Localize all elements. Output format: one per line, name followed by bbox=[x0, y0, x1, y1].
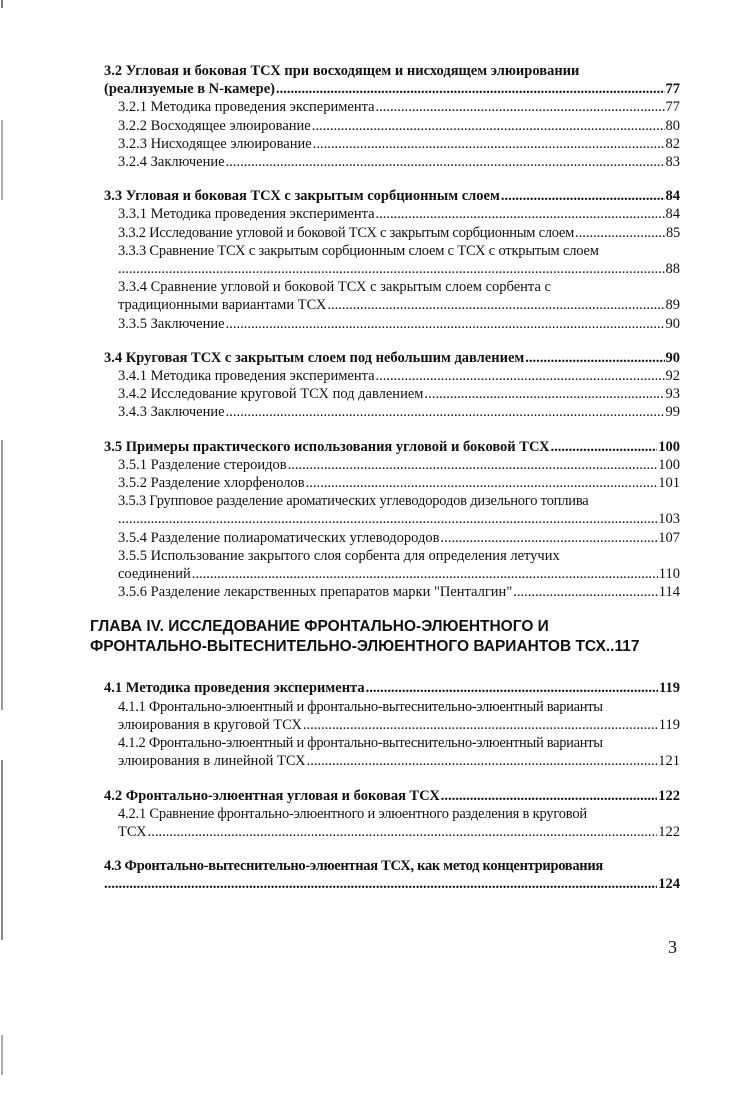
toc-page-number: 80 bbox=[665, 117, 680, 134]
toc-page-number: 121 bbox=[658, 753, 680, 770]
toc-page-number: 89 bbox=[665, 297, 680, 314]
toc-heading[interactable] bbox=[104, 438, 680, 456]
leader-dots bbox=[440, 529, 657, 547]
toc-page-number: 124 bbox=[658, 876, 680, 893]
toc-item[interactable] bbox=[104, 823, 680, 841]
toc-heading-line: 3.2 Угловая и боковая ТСХ при восходящем и нисходящем элюировании bbox=[104, 63, 580, 79]
toc-item-label: 3.5.6 Разделение лекарственных препаратов марки "Пенталгин" bbox=[118, 584, 513, 601]
toc-heading-line: 4.3 Фронтально-вытеснительно-элюентная ТСХ, как метод концентрирования bbox=[104, 858, 603, 875]
leader-dots bbox=[303, 716, 658, 734]
leader-dots bbox=[276, 80, 665, 98]
toc-heading[interactable] bbox=[104, 875, 680, 893]
toc-section-4-3 bbox=[104, 857, 680, 893]
toc-item-line: 4.2.1 Сравнение фронтально-элюентного и элюентного разделения в круговой bbox=[118, 805, 587, 822]
toc-item[interactable] bbox=[104, 510, 680, 528]
toc-page-number: 77 bbox=[665, 99, 680, 116]
toc-page-number: 93 bbox=[665, 386, 680, 403]
toc-item-label: 3.4.2 Исследование круговой ТСХ под давлением bbox=[118, 386, 424, 403]
toc-item-label: 3.4.1 Методика проведения эксперимента bbox=[118, 368, 375, 385]
leader-dots bbox=[513, 583, 658, 601]
toc-item-line: 3.3.3 Сравнение ТСХ с закрытым сорбционным слоем с ТСХ с открытым слоем bbox=[118, 242, 599, 259]
toc-item-label: соединений bbox=[118, 566, 191, 583]
toc-heading-label: 4.1 Методика проведения эксперимента bbox=[104, 680, 365, 697]
toc-page-number: 90 bbox=[665, 315, 680, 332]
leader-dots bbox=[525, 349, 664, 367]
toc-page-number: 114 bbox=[658, 584, 680, 601]
leader-dots bbox=[376, 98, 665, 116]
toc-heading-label: 3.3 Угловая и боковая ТСХ с закрытым сорбционным слоем bbox=[104, 188, 500, 205]
toc-item-label: 3.5.1 Разделение стероидов bbox=[118, 456, 287, 473]
toc-page-number: 85 bbox=[666, 224, 680, 241]
toc-item[interactable] bbox=[104, 474, 680, 492]
toc-item-line: 4.1.1 Фронтально-элюентный и фронтально-вытеснительно-элюентный варианты bbox=[118, 698, 603, 715]
leader-dots bbox=[551, 438, 658, 456]
leader-dots bbox=[424, 385, 664, 403]
toc-item[interactable] bbox=[104, 135, 680, 153]
toc-item[interactable] bbox=[104, 205, 680, 223]
leader-dots bbox=[327, 296, 664, 314]
leader-dots bbox=[376, 205, 665, 223]
toc-section-4-1 bbox=[104, 679, 680, 770]
toc-item[interactable] bbox=[104, 385, 680, 403]
toc-item[interactable] bbox=[104, 117, 680, 135]
leader-dots bbox=[118, 260, 665, 278]
toc-item[interactable] bbox=[104, 260, 680, 278]
toc-item-label: ТСХ bbox=[118, 823, 147, 840]
toc-item[interactable] bbox=[104, 224, 680, 242]
leader-dots bbox=[312, 117, 665, 135]
toc-item-label: 3.5.2 Разделение хлорфенолов bbox=[118, 475, 305, 492]
toc-item-label: 3.2.2 Восходящее элюирование bbox=[118, 117, 311, 134]
scan-edge-artifact bbox=[0, 0, 8, 1100]
toc-heading-label: 4.2 Фронтально-элюентная угловая и боковая ТСХ bbox=[104, 787, 440, 804]
toc-page-number: 77 bbox=[665, 81, 680, 98]
toc-item-label: 3.3.1 Методика проведения эксперимента bbox=[118, 206, 375, 223]
toc-page-number: 88 bbox=[665, 261, 680, 278]
page-number: 3 bbox=[668, 937, 677, 957]
toc-page-number: 92 bbox=[665, 368, 680, 385]
toc-item[interactable] bbox=[104, 752, 680, 770]
toc-item[interactable] bbox=[104, 315, 680, 333]
toc-page-number: 122 bbox=[658, 787, 680, 804]
toc-item-label: традиционными вариантами ТСХ bbox=[118, 297, 327, 314]
toc-item[interactable] bbox=[104, 403, 680, 421]
toc-item[interactable] bbox=[104, 153, 680, 171]
toc-item[interactable] bbox=[104, 583, 680, 601]
leader-dots bbox=[501, 187, 665, 205]
toc-item[interactable] bbox=[104, 716, 680, 734]
toc-page-number: 90 bbox=[665, 349, 680, 366]
toc-page-number: 103 bbox=[658, 511, 680, 528]
leader-dots bbox=[366, 679, 658, 697]
toc-item[interactable] bbox=[104, 98, 680, 116]
toc-page-number: 117 bbox=[614, 638, 640, 656]
toc-item-label: 3.2.4 Заключение bbox=[118, 154, 225, 171]
toc-item-label: 3.4.3 Заключение bbox=[118, 404, 225, 421]
toc-item-line: 3.3.4 Сравнение угловой и боковой ТСХ с закрытым слоем сорбента с bbox=[118, 279, 551, 296]
toc-page-number: 100 bbox=[658, 456, 680, 473]
toc-item-label: 3.2.1 Методика проведения эксперимента bbox=[118, 99, 375, 116]
toc-item-line: 3.5.3 Групповое разделение ароматических углеводородов дизельного топлива bbox=[118, 493, 589, 510]
leader-dots bbox=[148, 823, 658, 841]
toc-item[interactable] bbox=[104, 529, 680, 547]
toc-heading[interactable] bbox=[104, 787, 680, 805]
chapter-title-line bbox=[90, 637, 680, 657]
toc-page-number: 99 bbox=[665, 404, 680, 421]
toc-heading-label: 3.5 Примеры практического использования угловой и боковой ТСХ bbox=[104, 438, 550, 455]
toc-page-number: 119 bbox=[659, 680, 680, 697]
toc-page-number: 84 bbox=[665, 188, 680, 205]
toc-heading-label: (реализуемые в N-камере) bbox=[104, 81, 275, 98]
leader-dots bbox=[441, 787, 657, 805]
toc-page-number: 110 bbox=[658, 566, 680, 583]
toc-item-label: элюирования в круговой ТСХ bbox=[118, 716, 302, 733]
toc-heading-label: 3.4 Круговая ТСХ с закрытым слоем под небольшим давлением bbox=[104, 349, 525, 366]
toc-page-number: 122 bbox=[658, 823, 680, 840]
leader-dots bbox=[226, 403, 665, 421]
toc-item-label: 3.2.3 Нисходящее элюирование bbox=[118, 135, 312, 152]
toc-section-4-2 bbox=[104, 787, 680, 842]
toc-heading[interactable] bbox=[104, 80, 680, 98]
toc-page-number: 101 bbox=[658, 475, 680, 492]
toc-item-label: 3.3.2 Исследование угловой и боковой ТСХ с закрытым сорбционным слоем bbox=[118, 224, 575, 241]
leader-dots bbox=[306, 474, 658, 492]
toc-page-number: 82 bbox=[665, 135, 680, 152]
toc-section-3-5 bbox=[104, 438, 680, 602]
toc-page-number: 107 bbox=[658, 529, 680, 546]
leader-dots bbox=[313, 135, 665, 153]
chapter-title-line: ГЛАВА IV. ИССЛЕДОВАНИЕ ФРОНТАЛЬНО-ЭЛЮЕНТНОГО И bbox=[90, 618, 549, 636]
chapter-heading[interactable] bbox=[90, 617, 680, 657]
toc-heading[interactable] bbox=[104, 187, 680, 205]
toc-item[interactable] bbox=[104, 565, 680, 583]
toc-item-label: 3.3.5 Заключение bbox=[118, 315, 225, 332]
toc-page-number: 83 bbox=[665, 154, 680, 171]
leader-dots bbox=[192, 565, 658, 583]
toc-item-label: 3.5.4 Разделение полиароматических углеводородов bbox=[118, 529, 440, 546]
toc-section-3-3 bbox=[104, 187, 680, 333]
toc-item[interactable] bbox=[104, 367, 680, 385]
toc-item[interactable] bbox=[104, 456, 680, 474]
table-of-contents bbox=[90, 62, 680, 910]
leader-dots bbox=[376, 367, 665, 385]
leader-dots bbox=[104, 875, 657, 893]
leader-dots bbox=[575, 224, 665, 242]
toc-page-number: 119 bbox=[658, 716, 680, 733]
toc-page-number: 100 bbox=[658, 438, 680, 455]
toc-item-label: элюирования в линейной ТСХ bbox=[118, 753, 306, 770]
toc-section-3-2 bbox=[104, 62, 680, 171]
leader-dots bbox=[288, 456, 658, 474]
toc-item[interactable] bbox=[104, 296, 680, 314]
toc-heading[interactable] bbox=[104, 679, 680, 697]
leader-dots: .. bbox=[605, 638, 615, 656]
toc-item-line: 3.5.5 Использование закрытого слоя сорбента для определения летучих bbox=[118, 547, 560, 564]
toc-page-number: 84 bbox=[665, 206, 680, 223]
leader-dots bbox=[118, 510, 657, 528]
leader-dots bbox=[307, 752, 658, 770]
leader-dots bbox=[226, 153, 665, 171]
chapter-title-label: ФРОНТАЛЬНО-ВЫТЕСНИТЕЛЬНО-ЭЛЮЕНТНОГО ВАРИАНТОВ ТСХ bbox=[90, 638, 606, 656]
leader-dots bbox=[226, 315, 665, 333]
toc-section-3-4 bbox=[104, 349, 680, 422]
toc-heading[interactable] bbox=[104, 349, 680, 367]
toc-item-line: 4.1.2 Фронтально-элюентный и фронтально-вытеснительно-элюентный варианты bbox=[118, 735, 603, 752]
